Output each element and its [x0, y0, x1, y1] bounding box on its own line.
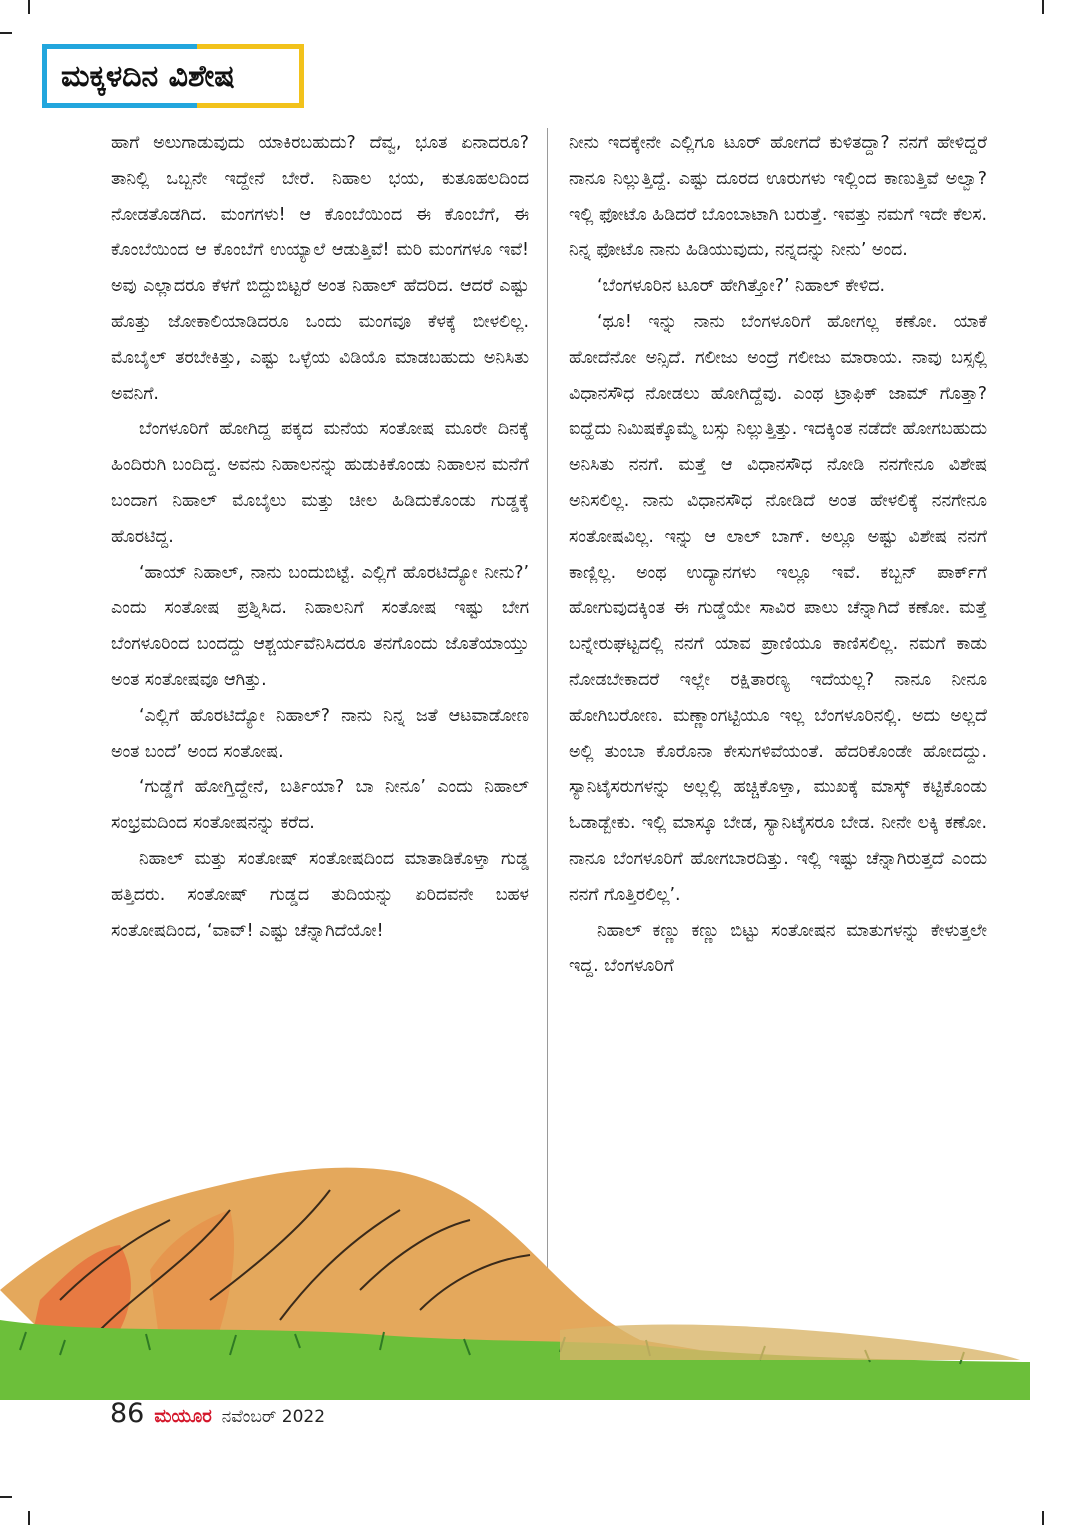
column-divider: [547, 128, 548, 1308]
page-number: 86: [110, 1398, 145, 1429]
paragraph: ‘ಗುಡ್ಡೆಗೆ ಹೋಗ್ತಿದ್ದೇನೆ, ಬರ್ತಿಯಾ? ಬಾ ನೀನೂ’ ಎಂದು ನಿಹಾಲ್ ಸಂಭ್ರಮದಿಂದ ಸಂತೋಷನನ್ನು ಕರೆದ.: [111, 777, 529, 834]
magazine-logo: ಮಯೂರ: [154, 1406, 212, 1427]
section-header: [42, 44, 304, 108]
hill-illustration: [0, 1150, 1030, 1400]
paragraph: ‘ಬೆಂಗಳೂರಿನ ಟೂರ್ ಹೇಗಿತ್ತೋ?’ ನಿಹಾಲ್ ಕೇಳಿದ.: [597, 276, 886, 297]
paragraph: ನಿಹಾಲ್ ಮತ್ತು ಸಂತೋಷ್ ಸಂತೋಷದಿಂದ ಮಾತಾಡಿಕೊಳ್ತಾ ಗುಡ್ಡ ಹತ್ತಿದರು. ಸಂತೋಷ್ ಗುಡ್ಡದ ತುದಿಯನ್ನು ಏರಿದವನೇ ಬಹಳ ಸಂತೋಷದಿಂದ, ‘ವಾವ್! ಎಷ್ಟು ಚೆನ್ನಾಗಿದೆಯೋ!: [111, 848, 529, 941]
paragraph: ‘ಹಾಯ್ ನಿಹಾಲ್, ನಾನು ಬಂದುಬಿಟ್ಟೆ. ಎಲ್ಲಿಗೆ ಹೊರಟಿದ್ಯೋ ನೀನು?’ ಎಂದು ಸಂತೋಷ ಪ್ರಶ್ನಿಸಿದ. ನಿಹಾಲನಿಗೆ ಸಂತೋಷ ಇಷ್ಟು ಬೇಗ ಬೆಂಗಳೂರಿಂದ ಬಂದದ್ದು ಆಶ್ಚರ್ಯವೆನಿಸಿದರೂ ತನಗೊಂದು ಜೊತೆಯಾಯ್ತು ಅಂತ ಸಂತೋಷವೂ ಆಗಿತ್ತು.: [111, 562, 529, 690]
crop-mark: [0, 32, 12, 34]
page-footer: [110, 1398, 325, 1429]
paragraph: ‘ಥೂ! ಇನ್ನು ನಾನು ಬೆಂಗಳೂರಿಗೆ ಹೋಗಲ್ಲ ಕಣೋ. ಯಾಕೆ ಹೋದೆನೋ ಅನ್ಸಿದೆ. ಗಲೀಜು ಅಂದ್ರೆ ಗಲೀಜು ಮಾರಾಯ. ನಾವು ಬಸ್ಸಲ್ಲಿ ವಿಧಾನಸೌಧ ನೋಡಲು ಹೋಗಿದ್ದೆವು. ಎಂಥ ಟ್ರಾಫಿಕ್ ಜಾಮ್ ಗೊತ್ತಾ? ಐದ್ಹೆದು ನಿಮಿಷಕ್ಕೊಮ್ಮೆ ಬಸ್ಸು ನಿಲ್ಲುತ್ತಿತ್ತು. ಇದಕ್ಕಿಂತ ನಡೆದೇ ಹೋಗಬಹುದು ಅನಿಸಿತು ನನಗೆ. ಮತ್ತೆ ಆ ವಿಧಾನಸೌಧ ನೋಡಿ ನನಗೇನೂ ವಿಶೇಷ ಅನಿಸಲಿಲ್ಲ. ನಾನು ವಿಧಾನಸೌಧ ನೋಡಿದೆ ಅಂತ ಹೇಳಲಿಕ್ಕೆ ನನಗೇನೂ ಸಂತೋಷವಿಲ್ಲ. ಇನ್ನು ಆ ಲಾಲ್ ಬಾಗ್. ಅಲ್ಲೂ ಅಷ್ಟು ವಿಶೇಷ ನನಗೆ ಕಾಣ್ಲಿಲ್ಲ. ಅಂಥ ಉದ್ಯಾನಗಳು ಇಲ್ಲೂ ಇವೆ. ಕಬ್ಬನ್ ಪಾರ್ಕ್‌ಗೆ ಹೋಗುವುದಕ್ಕಿಂತ ಈ ಗುಡ್ಡೆಯೇ ಸಾವಿರ ಪಾಲು ಚೆನ್ನಾಗಿದೆ ಕಣೋ. ಮತ್ತೆ ಬನ್ನೇರುಘಟ್ಟದಲ್ಲಿ ನನಗೆ ಯಾವ ಪ್ರಾಣಿಯೂ ಕಾಣಿಸಲಿಲ್ಲ. ನಮಗೆ ಕಾಡು ನೋಡಬೇಕಾದರೆ ಇಲ್ಲೇ ರಕ್ಷಿತಾರಣ್ಯ ಇದೆಯಲ್ಲ? ನಾನೂ ನೀನೂ ಹೋಗಿಬರೋಣ. ಮಣ್ಣಾಂಗಟ್ಟಿಯೂ ಇಲ್ಲ ಬೆಂಗಳೂರಿನಲ್ಲಿ. ಅದು ಅಲ್ಲದೆ ಅಲ್ಲಿ ತುಂಬಾ ಕೊರೊನಾ ಕೇಸುಗಳಿವೆಯಂತೆ. ಹೆದರಿಕೊಂಡೇ ಹೋದದ್ದು. ಸ್ಯಾನಿಟೈಸರುಗಳನ್ನು ಅಲ್ಲಲ್ಲಿ ಹಚ್ಚಿಕೊಳ್ತಾ, ಮುಖಕ್ಕೆ ಮಾಸ್ಕ್ ಕಟ್ಟಿಕೊಂಡು ಓಡಾಡ್ಬೇಕು. ಇಲ್ಲಿ ಮಾಸ್ಕೂ ಬೇಡ, ಸ್ಯಾನಿಟೈಸರೂ ಬೇಡ. ನೀನೇ ಲಕ್ಕಿ ಕಣೋ. ನಾನೂ ಬೆಂಗಳೂರಿಗೆ ಹೋಗಬಾರದಿತ್ತು. ಇಲ್ಲಿ ಇಷ್ಟು ಚೆನ್ನಾಗಿರುತ್ತದೆ ಎಂದು ನನಗೆ ಗೊತ್ತಿರಲಿಲ್ಲ’.: [569, 311, 987, 905]
issue-date: ನವೆಂಬರ್ 2022: [221, 1407, 326, 1427]
distant-slope: [560, 1325, 1020, 1360]
paragraph: ಬೆಂಗಳೂರಿಗೆ ಹೋಗಿದ್ದ ಪಕ್ಕದ ಮನೆಯ ಸಂತೋಷ ಮೂರೇ ದಿನಕ್ಕೆ ಹಿಂದಿರುಗಿ ಬಂದಿದ್ದ. ಅವನು ನಿಹಾಲನನ್ನು ಹುಡುಕಿಕೊಂಡು ನಿಹಾಲನ ಮನೆಗೆ ಬಂದಾಗ ನಿಹಾಲ್ ಮೊಬೈಲು ಮತ್ತು ಚೀಲ ಹಿಡಿದುಕೊಂಡು ಗುಡ್ಡಕ್ಕೆ ಹೊರಟಿದ್ದ.: [111, 419, 529, 547]
right-column: [569, 126, 987, 985]
left-column: [111, 126, 529, 949]
paragraph: ಹಾಗೆ ಅಲುಗಾಡುವುದು ಯಾಕಿರಬಹುದು? ದೆವ್ವ, ಭೂತ ಏನಾದರೂ? ತಾನಿಲ್ಲಿ ಒಬ್ಬನೇ ಇದ್ದೇನೆ ಬೇರೆ. ನಿಹಾಲ ಭಯ, ಕುತೂಹಲದಿಂದ ನೋಡತೊಡಗಿದ. ಮಂಗಗಳು! ಆ ಕೊಂಬೆಯಿಂದ ಈ ಕೊಂಬೆಗೆ, ಈ ಕೊಂಬೆಯಿಂದ ಆ ಕೊಂಬೆಗೆ ಉಯ್ಯಾಲೆ ಆಡುತ್ತಿವೆ! ಮರಿ ಮಂಗಗಳೂ ಇವೆ! ಅವು ಎಲ್ಲಾದರೂ ಕೆಳಗೆ ಬಿದ್ದುಬಿಟ್ಟರೆ ಅಂತ ನಿಹಾಲ್ ಹೆದರಿದ. ಆದರೆ ಎಷ್ಟು ಹೊತ್ತು ಜೋಕಾಲಿಯಾಡಿದರೂ ಒಂದು ಮಂಗವೂ ಕೆಳಕ್ಕೆ ಬೀಳಲಿಲ್ಲ. ಮೊಬೈಲ್ ತರಬೇಕಿತ್ತು, ಎಷ್ಟು ಒಳ್ಳೆಯ ವಿಡಿಯೊ ಮಾಡಬಹುದು ಅನಿಸಿತು ಅವನಿಗೆ.: [111, 133, 529, 404]
section-title: ಮಕ್ಕಳದಿನ ವಿಶೇಷ: [61, 58, 235, 94]
crop-mark: [0, 1496, 12, 1498]
paragraph: ನೀನು ಇದಕ್ಕೇನೇ ಎಲ್ಲಿಗೂ ಟೂರ್ ಹೋಗದೆ ಕುಳಿತದ್ದಾ? ನನಗೆ ಹೇಳಿದ್ದರೆ ನಾನೂ ನಿಲ್ಲುತ್ತಿದ್ದೆ. ಎಷ್ಟು ದೂರದ ಊರುಗಳು ಇಲ್ಲಿಂದ ಕಾಣುತ್ತಿವೆ ಅಲ್ವಾ? ಇಲ್ಲಿ ಫೋಟೊ ಹಿಡಿದರೆ ಬೊಂಬಾಟಾಗಿ ಬರುತ್ತೆ. ಇವತ್ತು ನಮಗೆ ಇದೇ ಕೆಲಸ. ನಿನ್ನ ಫೋಟೊ ನಾನು ಹಿಡಿಯುವುದು, ನನ್ನದನ್ನು ನೀನು’ ಅಂದ.: [569, 133, 987, 261]
paragraph: ನಿಹಾಲ್ ಕಣ್ಣು ಕಣ್ಣು ಬಿಟ್ಟು ಸಂತೋಷನ ಮಾತುಗಳನ್ನು ಕೇಳುತ್ತಲೇ ಇದ್ದ. ಬೆಂಗಳೂರಿಗೆ: [569, 920, 987, 977]
paragraph: ‘ಎಲ್ಲಿಗೆ ಹೊರಟಿದ್ಯೋ ನಿಹಾಲ್? ನಾನು ನಿನ್ನ ಜತೆ ಆಟವಾಡೋಣ ಅಂತ ಬಂದೆ’ ಅಂದ ಸಂತೋಷ.: [111, 705, 529, 762]
crop-mark: [28, 1511, 30, 1525]
crop-mark: [28, 0, 30, 14]
crop-mark: [1042, 1511, 1044, 1525]
crop-mark: [1042, 0, 1044, 14]
